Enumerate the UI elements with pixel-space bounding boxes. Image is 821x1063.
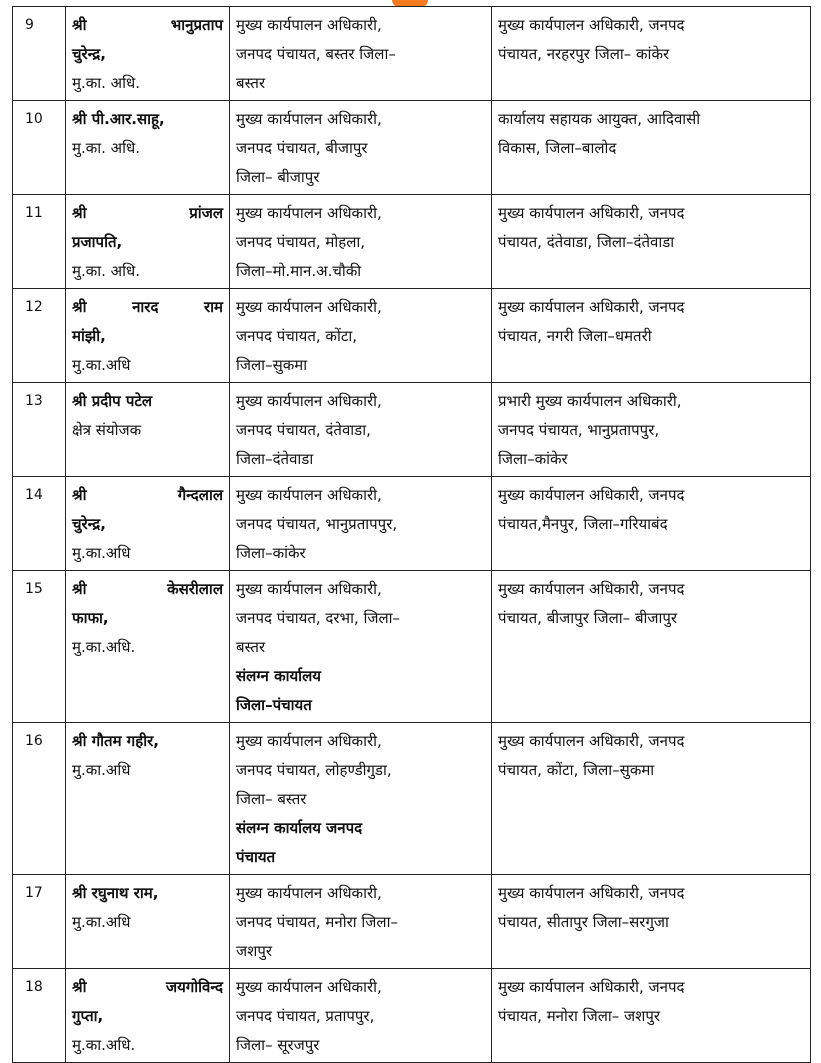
current-posting-line: जिला– बीजापुर [236, 168, 320, 186]
current-posting-cell [230, 383, 492, 477]
new-posting-line: मुख्य कार्यपालन अधिकारी, जनपद [498, 732, 685, 750]
current-posting-cell [230, 969, 492, 1063]
officer-name-line: श्री नारद राम [72, 298, 223, 316]
officer-designation: मु.का.अधि [72, 544, 131, 562]
new-posting-line: प्रभारी मुख्य कार्यपालन अधिकारी, [498, 392, 682, 410]
new-posting-line: पंचायत, मनोरा जिला– जशपुर [498, 1007, 661, 1025]
current-posting-line: जनपद पंचायत, दरभा, जिला– [236, 609, 401, 627]
current-posting-line: जनपद पंचायत, दंतेवाडा, [236, 421, 371, 439]
officer-name-line: चुरेन्द्र, [72, 45, 106, 63]
current-posting-cell [230, 875, 492, 969]
officer-name-cell [66, 383, 230, 477]
officer-name-cell [66, 195, 230, 289]
officer-designation: मु.का. अधि. [72, 139, 141, 157]
officer-designation: मु.का. अधि. [72, 262, 141, 280]
serial-number-cell: 15 [13, 571, 66, 723]
serial-number-cell: 11 [13, 195, 66, 289]
officer-name-cell [66, 723, 230, 875]
officer-name-cell [66, 477, 230, 571]
officer-name-line: प्रजापति, [72, 233, 123, 251]
officer-name-cell [66, 571, 230, 723]
current-posting-cell [230, 289, 492, 383]
current-posting-line: मुख्य कार्यपालन अधिकारी, [236, 392, 382, 410]
new-posting-cell [492, 195, 811, 289]
new-posting-line: पंचायत, बीजापुर जिला– बीजापुर [498, 609, 678, 627]
new-posting-line: पंचायत, नरहरपुर जिला– कांकेर [498, 45, 670, 63]
current-posting-line: जिला–दंतेवाडा [236, 450, 314, 468]
serial-number-cell: 13 [13, 383, 66, 477]
officer-designation: मु.का.अधि [72, 913, 131, 931]
current-posting-line: जिला– बस्तर [236, 790, 307, 808]
officer-name-line: चुरेन्द्र, [72, 515, 106, 533]
current-posting-line: मुख्य कार्यपालन अधिकारी, [236, 204, 382, 222]
new-posting-line: पंचायत, कोंटा, जिला–सुकमा [498, 761, 655, 779]
new-posting-line: मुख्य कार्यपालन अधिकारी, जनपद [498, 298, 685, 316]
serial-number-cell: 10 [13, 101, 66, 195]
serial-number-cell: 17 [13, 875, 66, 969]
table-row [13, 7, 811, 101]
attachment-note-line: पंचायत [236, 848, 276, 866]
officer-name-line: श्री गैन्दलाल [72, 486, 223, 504]
current-posting-line: जिला–सुकमा [236, 356, 308, 374]
new-posting-cell [492, 477, 811, 571]
current-posting-line: जशपुर [236, 942, 272, 960]
table-row [13, 875, 811, 969]
new-posting-line: पंचायत, दंतेवाडा, जिला–दंतेवाडा [498, 233, 675, 251]
serial-number-cell: 9 [13, 7, 66, 101]
current-posting-line: जिला–मो.मान.अ.चौकी [236, 262, 362, 280]
current-posting-line: जनपद पंचायत, मनोरा जिला– [236, 913, 398, 931]
current-posting-cell [230, 571, 492, 723]
serial-number-cell: 18 [13, 969, 66, 1063]
new-posting-line: मुख्य कार्यपालन अधिकारी, जनपद [498, 884, 685, 902]
new-posting-cell [492, 571, 811, 723]
current-posting-line: मुख्य कार्यपालन अधिकारी, [236, 486, 382, 504]
current-posting-cell [230, 477, 492, 571]
new-posting-cell [492, 875, 811, 969]
table-row [13, 195, 811, 289]
new-posting-line: मुख्य कार्यपालन अधिकारी, जनपद [498, 978, 685, 996]
new-posting-cell [492, 101, 811, 195]
officer-name-line: फाफा, [72, 609, 109, 627]
new-posting-cell [492, 723, 811, 875]
officer-name-line: श्री गौतम गहीर, [72, 732, 159, 750]
attachment-note-line: संलग्न कार्यालय [236, 667, 321, 685]
transfer-table [12, 6, 811, 1063]
new-posting-line: कार्यालय सहायक आयुक्त, आदिवासी [498, 110, 701, 128]
new-posting-line: पंचायत, सीतापुर जिला–सरगुजा [498, 913, 669, 931]
new-posting-line: जनपद पंचायत, भानुप्रतापपुर, [498, 421, 660, 439]
current-posting-cell [230, 101, 492, 195]
officer-name-line: मांझी, [72, 327, 106, 345]
current-posting-line: जनपद पंचायत, बस्तर जिला– [236, 45, 396, 63]
officer-name-cell [66, 101, 230, 195]
current-posting-line: जनपद पंचायत, मोहला, [236, 233, 366, 251]
current-posting-line: मुख्य कार्यपालन अधिकारी, [236, 298, 382, 316]
table-row [13, 969, 811, 1063]
current-posting-cell [230, 723, 492, 875]
officer-designation: क्षेत्र संयोजक [72, 421, 142, 439]
officer-name-line: श्री प्रांजल [72, 204, 223, 222]
new-posting-line: पंचायत,मैनपुर, जिला–गरियाबंद [498, 515, 668, 533]
new-posting-cell [492, 969, 811, 1063]
new-posting-line: मुख्य कार्यपालन अधिकारी, जनपद [498, 204, 685, 222]
table-row [13, 477, 811, 571]
serial-number-cell: 14 [13, 477, 66, 571]
officer-name-cell [66, 289, 230, 383]
officer-designation: मु.का.अधि [72, 356, 131, 374]
current-posting-line: बस्तर [236, 638, 266, 656]
new-posting-line: मुख्य कार्यपालन अधिकारी, जनपद [498, 16, 685, 34]
transfer-table-body [13, 7, 811, 1063]
current-posting-line: जनपद पंचायत, कोंटा, [236, 327, 358, 345]
serial-number-cell: 16 [13, 723, 66, 875]
current-posting-line: जनपद पंचायत, भानुप्रतापपुर, [236, 515, 398, 533]
officer-designation: मु.का. अधि. [72, 74, 141, 92]
new-posting-line: विकास, जिला–बालोद [498, 139, 617, 157]
new-posting-cell [492, 7, 811, 101]
officer-name-line: श्री रघुनाथ राम, [72, 884, 159, 902]
officer-name-cell [66, 7, 230, 101]
table-row [13, 383, 811, 477]
table-row [13, 289, 811, 383]
new-posting-line: पंचायत, नगरी जिला–धमतरी [498, 327, 652, 345]
new-posting-line: मुख्य कार्यपालन अधिकारी, जनपद [498, 486, 685, 504]
officer-name-line: श्री जयगोविन्द [72, 978, 223, 996]
new-posting-line: जिला–कांकेर [498, 450, 568, 468]
current-posting-cell [230, 7, 492, 101]
officer-name-cell [66, 969, 230, 1063]
officer-designation: मु.का.अधि. [72, 1036, 136, 1054]
officer-designation: मु.का.अधि [72, 761, 131, 779]
new-posting-cell [492, 289, 811, 383]
current-posting-line: मुख्य कार्यपालन अधिकारी, [236, 16, 382, 34]
current-posting-cell [230, 195, 492, 289]
new-posting-cell [492, 383, 811, 477]
officer-name-line: श्री पी.आर.साहू, [72, 110, 165, 128]
current-posting-line: मुख्य कार्यपालन अधिकारी, [236, 884, 382, 902]
current-posting-line: जनपद पंचायत, बीजापुर [236, 139, 368, 157]
new-posting-line: मुख्य कार्यपालन अधिकारी, जनपद [498, 580, 685, 598]
officer-designation: मु.का.अधि. [72, 638, 136, 656]
current-posting-line: मुख्य कार्यपालन अधिकारी, [236, 110, 382, 128]
current-posting-line: जिला– सूरजपुर [236, 1036, 320, 1054]
officer-name-line: श्री केसरीलाल [72, 580, 223, 598]
serial-number-cell: 12 [13, 289, 66, 383]
table-row [13, 101, 811, 195]
officer-name-line: गुप्ता, [72, 1007, 104, 1025]
officer-name-line: श्री प्रदीप पटेल [72, 392, 153, 410]
current-posting-line: जनपद पंचायत, प्रतापपुर, [236, 1007, 375, 1025]
current-posting-line: बस्तर [236, 74, 266, 92]
attachment-note-line: जिला–पंचायत [236, 696, 312, 714]
attachment-note-line: संलग्न कार्यालय जनपद [236, 819, 363, 837]
officer-name-cell [66, 875, 230, 969]
current-posting-line: मुख्य कार्यपालन अधिकारी, [236, 978, 382, 996]
table-row [13, 571, 811, 723]
current-posting-line: मुख्य कार्यपालन अधिकारी, [236, 732, 382, 750]
current-posting-line: जिला–कांकेर [236, 544, 306, 562]
officer-name-line: श्री भानुप्रताप [72, 16, 223, 34]
current-posting-line: मुख्य कार्यपालन अधिकारी, [236, 580, 382, 598]
table-row [13, 723, 811, 875]
current-posting-line: जनपद पंचायत, लोहण्डीगुडा, [236, 761, 392, 779]
